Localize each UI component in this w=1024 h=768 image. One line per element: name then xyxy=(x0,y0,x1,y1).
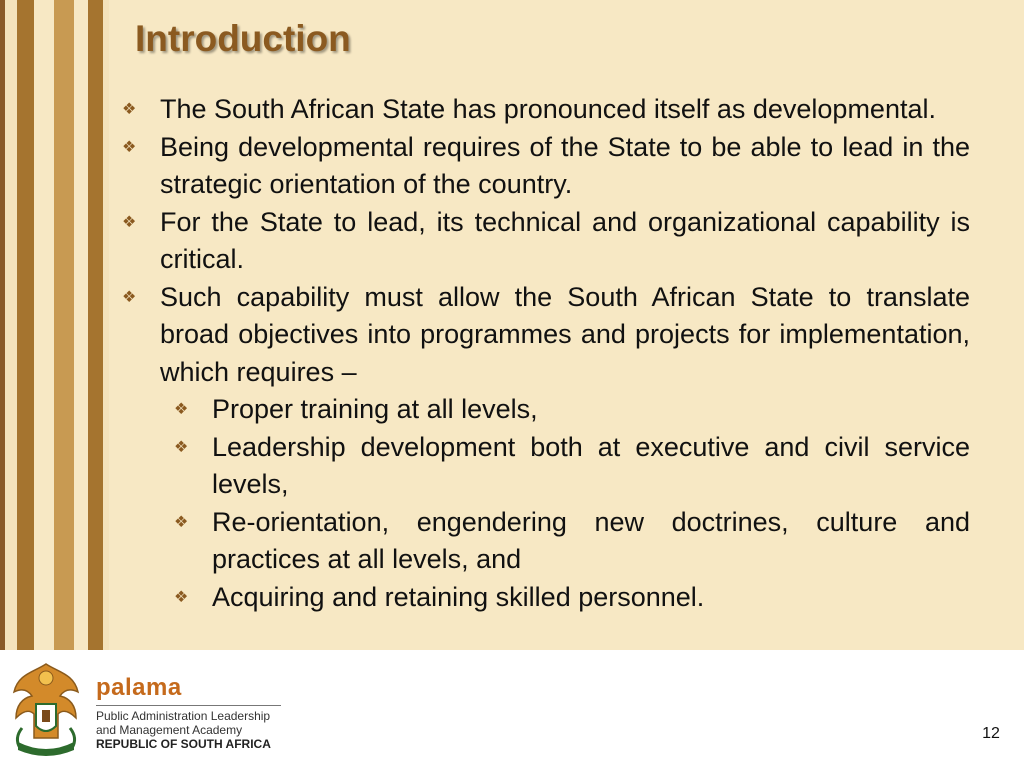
diamond-bullet-icon: ❖ xyxy=(174,588,189,606)
coat-of-arms-icon xyxy=(8,658,84,764)
diamond-bullet-icon: ❖ xyxy=(174,513,189,531)
sub-bullet-item xyxy=(120,429,970,504)
country-name: REPUBLIC OF SOUTH AFRICA xyxy=(96,737,271,751)
bullet-list xyxy=(120,91,970,616)
diamond-bullet-icon: ❖ xyxy=(174,438,189,456)
diamond-bullet-icon: ❖ xyxy=(122,101,137,118)
org-name-line-2: and Management Academy xyxy=(96,723,243,737)
sub-bullet-item xyxy=(120,391,970,429)
diamond-bullet-icon: ❖ xyxy=(122,288,137,306)
sub-bullet-item xyxy=(120,579,970,617)
bullet-text: The South African State has pronounced itself as developmental. xyxy=(160,94,936,124)
bullet-text: Being developmental requires of the State to be able to lead in the strategic orientation of the country. xyxy=(160,131,970,199)
sub-bullet-text: Re-orientation, engendering new doctrines, culture and practices at all levels, and xyxy=(212,506,970,574)
bullet-item xyxy=(120,129,970,204)
bullet-text: Such capability must allow the South African State to translate broad objectives into programmes and projects for implementation, which requires – xyxy=(160,281,970,387)
decorative-stripe xyxy=(34,0,54,650)
decorative-stripe xyxy=(54,0,74,650)
diamond-bullet-icon: ❖ xyxy=(174,401,189,418)
decorative-stripe xyxy=(5,0,17,650)
divider xyxy=(96,705,281,706)
page-number: 12 xyxy=(982,725,1000,742)
decorative-stripe xyxy=(103,0,109,650)
diamond-bullet-icon: ❖ xyxy=(122,138,137,156)
sub-bullet-item xyxy=(120,504,970,579)
decorative-stripe xyxy=(74,0,88,650)
sub-bullet-text: Proper training at all levels, xyxy=(212,394,538,424)
org-name-line-1: Public Administration Leadership xyxy=(96,709,271,723)
palama-logo-text: palama xyxy=(96,674,182,701)
bullet-text: For the State to lead, its technical and organizational capability is critical. xyxy=(160,206,970,274)
bullet-item xyxy=(120,91,970,129)
bullet-item xyxy=(120,204,970,279)
diamond-bullet-icon: ❖ xyxy=(122,213,137,231)
sub-bullet-text: Acquiring and retaining skilled personnel. xyxy=(212,581,705,612)
decorative-stripe xyxy=(88,0,103,650)
sub-bullet-text: Leadership development both at executive and civil service levels, xyxy=(212,431,970,499)
decorative-stripe xyxy=(17,0,34,650)
bullet-item xyxy=(120,279,970,392)
slide-title: Introduction xyxy=(135,18,351,59)
